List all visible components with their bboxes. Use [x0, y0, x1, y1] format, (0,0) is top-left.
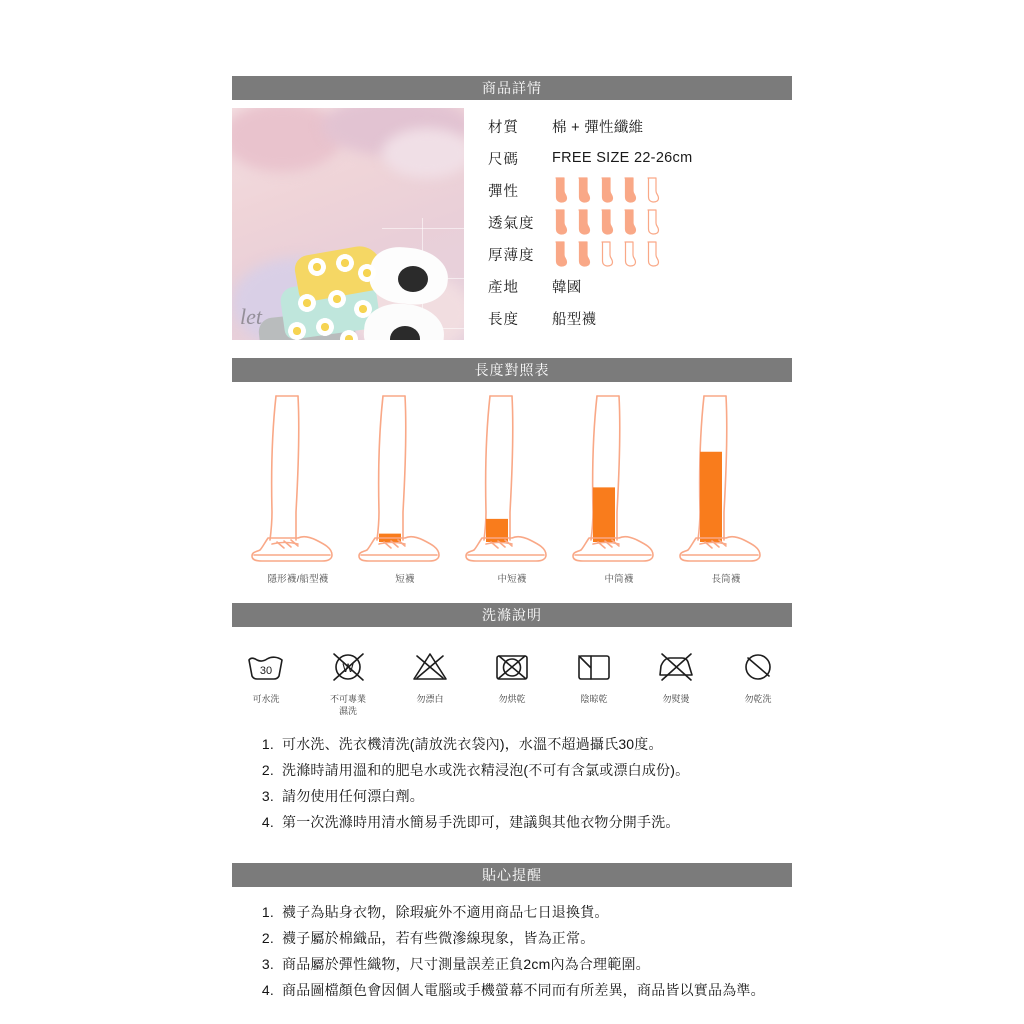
sock-rating-unit	[575, 241, 591, 267]
wash-icon-row	[232, 627, 792, 721]
length-chart	[232, 382, 792, 585]
length-chart-item	[567, 392, 671, 585]
spec-label: 尺碼	[488, 151, 519, 168]
smiley-face-icon	[398, 266, 428, 292]
sock-rating-unit	[644, 177, 660, 203]
sock-rating-unit	[644, 241, 660, 267]
no-bleach-icon	[402, 649, 458, 717]
wash-note-item: 1. 可水洗、洗衣機清洗(請放洗衣袋內)，水溫不超過攝氏30度。	[278, 731, 792, 757]
length-chart-item	[246, 392, 350, 585]
svg-text:30: 30	[259, 665, 273, 677]
wash-notes-list	[232, 731, 792, 835]
rating-thickness	[552, 241, 792, 267]
tip-note-item: 3. 商品屬於彈性織物，尺寸測量誤差正負2cm內為合理範圍。	[278, 951, 792, 977]
leg-illustration	[353, 392, 457, 562]
section-header-wash: 洗滌說明	[232, 603, 792, 627]
wash-note-item: 2. 洗滌時請用溫和的肥皂水或洗衣精浸泡(不可有含氯或漂白成份)。	[278, 757, 792, 783]
spec-value: 船型襪	[552, 311, 597, 328]
sock-rating-unit	[575, 209, 591, 235]
photo-decor-blob	[382, 128, 464, 178]
sock-rating-unit	[621, 209, 637, 235]
sock-rating-unit	[621, 241, 637, 267]
spec-row-material	[488, 110, 792, 142]
spec-row-elasticity	[488, 174, 792, 206]
spec-row-size	[488, 142, 792, 174]
spec-value: 棉 + 彈性纖維	[552, 119, 644, 136]
sock-rating-unit	[552, 177, 568, 203]
spec-list	[464, 108, 792, 340]
section-header-tips: 貼心提醒	[232, 863, 792, 887]
machine-wash-30-icon	[238, 649, 294, 717]
wash-icon-caption: 不可專業 濕洗	[329, 694, 366, 716]
daisy-icon	[316, 318, 334, 336]
spec-row-length	[488, 302, 792, 334]
product-detail-block	[232, 108, 792, 340]
spec-row-origin	[488, 270, 792, 302]
daisy-icon	[298, 294, 316, 312]
photo-watermark: let	[240, 304, 262, 329]
tip-note-item: 1. 襪子為貼身衣物，除瑕疵外不適用商品七日退換貨。	[278, 899, 792, 925]
wash-icon-caption: 勿乾洗	[744, 694, 772, 704]
daisy-icon	[336, 254, 354, 272]
sock-rating-unit	[598, 177, 614, 203]
spec-row-breathability	[488, 206, 792, 238]
leg-illustration	[567, 392, 671, 562]
length-chart-caption: 中筒襪	[604, 574, 634, 585]
leg-illustration	[246, 392, 350, 562]
no-tumble-dry-icon	[484, 649, 540, 717]
sock-rating-unit	[552, 241, 568, 267]
wash-icon-caption: 可水洗	[252, 694, 280, 704]
length-chart-caption: 長筒襪	[711, 574, 741, 585]
rating-elasticity	[552, 177, 792, 203]
daisy-icon	[288, 322, 306, 340]
spec-label: 長度	[488, 311, 519, 328]
spec-row-thickness	[488, 238, 792, 270]
spec-label: 彈性	[488, 183, 519, 200]
length-chart-caption: 中短襪	[497, 574, 527, 585]
leg-illustration	[460, 392, 564, 562]
tips-block	[232, 899, 792, 1003]
rating-breathability	[552, 209, 792, 235]
product-photo	[232, 108, 464, 340]
wash-note-item: 3. 請勿使用任何漂白劑。	[278, 783, 792, 809]
leg-illustration	[674, 392, 778, 562]
no-dry-clean-icon	[320, 649, 376, 717]
info-sheet	[232, 76, 792, 1003]
length-chart-caption: 隱形襪/船型襪	[267, 574, 329, 585]
daisy-icon	[328, 290, 346, 308]
tip-note-item: 2. 襪子屬於棉織品，若有些微滲線現象，皆為正常。	[278, 925, 792, 951]
wash-note-item: 4. 第一次洗滌時用清水簡易手洗即可，建議與其他衣物分開手洗。	[278, 809, 792, 835]
no-wring-icon	[730, 649, 786, 717]
sock-rating-unit	[598, 241, 614, 267]
sock-rating-unit	[644, 209, 660, 235]
spec-label: 透氣度	[488, 215, 535, 232]
sock-rating-unit	[621, 177, 637, 203]
no-iron-icon	[648, 649, 704, 717]
spec-value: 韓國	[552, 279, 582, 296]
spec-label: 產地	[488, 279, 519, 296]
wash-icon-caption: 勿漂白	[416, 694, 444, 704]
drip-dry-shade-icon	[566, 649, 622, 717]
length-chart-caption: 短襪	[395, 574, 415, 585]
wash-icon-caption: 陰晾乾	[580, 694, 608, 704]
spec-label: 厚薄度	[488, 247, 535, 264]
tips-notes-list	[232, 899, 792, 1003]
daisy-icon	[354, 300, 372, 318]
spec-label: 材質	[488, 119, 519, 136]
wash-icon-caption: 勿熨燙	[662, 694, 690, 704]
photo-grid-line	[382, 228, 464, 229]
length-chart-item	[353, 392, 457, 585]
section-header-product-detail: 商品詳情	[232, 76, 792, 100]
daisy-icon	[308, 258, 326, 276]
tip-note-item: 4. 商品圖檔顏色會因個人電腦或手機螢幕不同而有所差異，商品皆以實品為準。	[278, 977, 792, 1003]
sock-rating-unit	[598, 209, 614, 235]
spec-value: FREE SIZE 22-26cm	[552, 150, 693, 166]
length-chart-item	[460, 392, 564, 585]
daisy-icon	[358, 264, 376, 282]
svg-text:W: W	[342, 661, 354, 675]
sock-rating-unit	[552, 209, 568, 235]
section-header-length-chart: 長度對照表	[232, 358, 792, 382]
sock-rating-unit	[575, 177, 591, 203]
wash-icon-caption: 勿烘乾	[498, 694, 526, 704]
length-chart-item	[674, 392, 778, 585]
